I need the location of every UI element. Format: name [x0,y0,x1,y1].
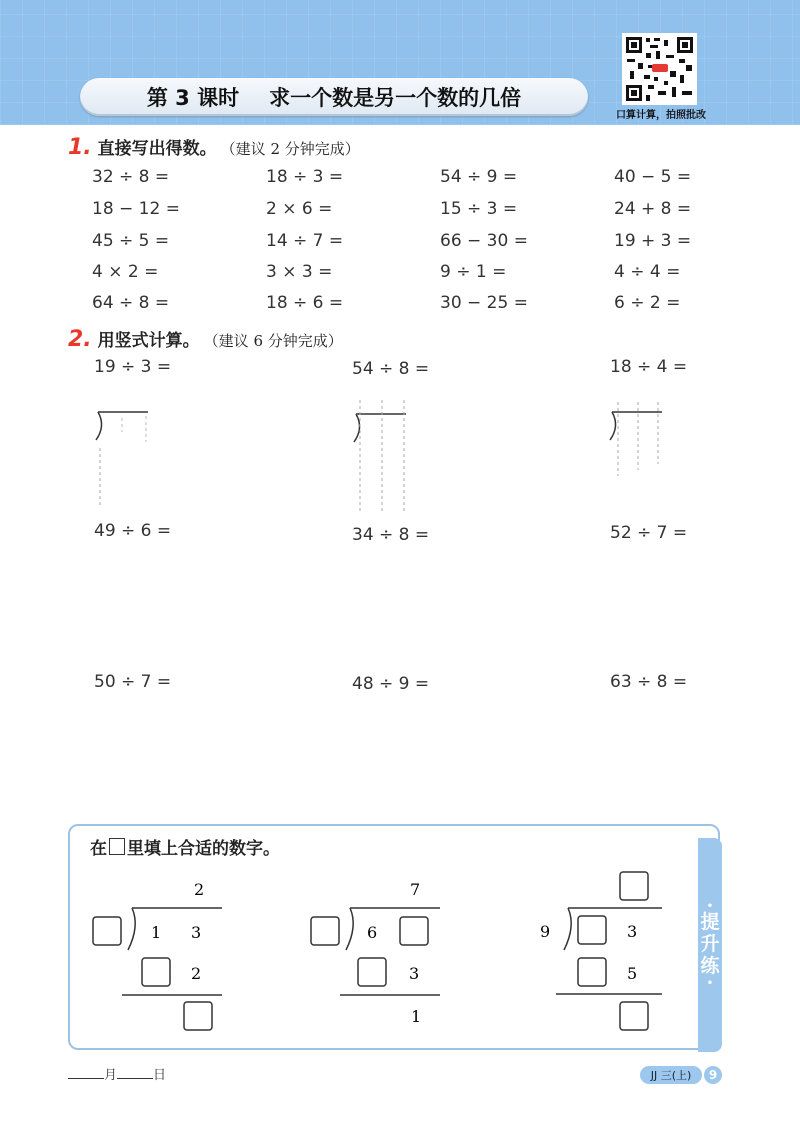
side-tab-char: 升 [700,933,720,956]
quotient-digit: 2 [194,880,205,899]
equation: 40 − 5 = [614,167,692,187]
month-blank[interactable] [68,1068,104,1079]
product-digit: 5 [627,964,638,983]
equation: 4 × 2 = [92,262,159,282]
equation: 2 × 6 = [266,199,333,219]
answer-box[interactable] [311,917,339,945]
practice-title-after: 里填上合适的数字。 [127,839,280,859]
edition-tag: JJ 三(上) [640,1066,702,1084]
equation: 34 ÷ 8 = [352,525,430,545]
equation: 54 ÷ 9 = [440,167,518,187]
equation: 15 ÷ 3 = [440,199,518,219]
day-blank[interactable] [117,1068,153,1079]
equation: 64 ÷ 8 = [92,293,170,313]
answer-box[interactable] [578,916,606,944]
equation: 19 + 3 = [614,231,692,251]
division-puzzle-2 [306,874,456,1040]
answer-box[interactable] [620,872,648,900]
question-number: 1. [68,135,92,160]
question-1-heading [68,134,360,160]
division-puzzle-1 [88,874,238,1040]
equation: 18 ÷ 3 = [266,167,344,187]
side-tab-char: 练 [700,954,720,977]
divisor-digit: 9 [540,922,551,941]
division-puzzle-3 [538,866,688,1040]
answer-box[interactable] [93,917,121,945]
equation: 45 ÷ 5 = [92,231,170,251]
side-tab [698,838,722,1052]
equation: 6 ÷ 2 = [614,293,681,313]
equation: 24 + 8 = [614,199,692,219]
product-digit: 3 [409,964,420,983]
answer-box[interactable] [184,1002,212,1030]
dividend-digit: 3 [191,923,202,942]
equation: 19 ÷ 3 = [94,357,172,377]
day-label: 日 [153,1068,167,1083]
qr-code[interactable] [622,33,697,105]
side-tab-char: 提 [700,911,720,934]
answer-box[interactable] [620,1002,648,1030]
equation: 18 ÷ 4 = [610,357,688,377]
date-field [68,1064,166,1083]
long-division-scaffold [90,402,160,512]
equation: 4 ÷ 4 = [614,262,681,282]
equation: 54 ÷ 8 = [352,359,430,379]
product-digit: 2 [191,964,202,983]
equation: 52 ÷ 7 = [610,523,688,543]
answer-box[interactable] [142,958,170,986]
answer-box[interactable] [400,917,428,945]
equation: 66 − 30 = [440,231,528,251]
long-division-scaffold [350,400,420,515]
equation: 14 ÷ 7 = [266,231,344,251]
equation: 18 − 12 = [92,199,180,219]
question-text: 用竖式计算。 [97,331,200,351]
practice-title-before: 在 [90,839,107,859]
lesson-title: 求一个数是另一个数的几倍 [269,86,522,110]
remainder-digit: 1 [411,1007,422,1026]
side-tab-dot: • [706,977,714,989]
equation: 49 ÷ 6 = [94,521,172,541]
qr-code-icon [624,35,695,103]
lesson-label: 第 3 课时 [146,86,240,110]
page-number: 9 [704,1066,722,1084]
question-number: 2. [68,327,92,352]
equation: 48 ÷ 9 = [352,674,430,694]
long-division-scaffold [606,400,676,480]
equation: 30 − 25 = [440,293,528,313]
side-tab-dot: • [706,900,714,912]
equation: 32 ÷ 8 = [92,167,170,187]
answer-box[interactable] [358,958,386,986]
blank-box-icon [109,838,125,855]
dividend-digit: 1 [151,923,162,942]
equation: 9 ÷ 1 = [440,262,507,282]
dividend-digit: 6 [367,923,378,942]
qr-caption: 口算计算，拍照批改 [616,110,706,121]
question-text: 直接写出得数。 [97,139,217,159]
question-note: （建议 2 分钟完成） [220,140,360,158]
equation: 50 ÷ 7 = [94,672,172,692]
answer-box[interactable] [578,958,606,986]
question-note: （建议 6 分钟完成） [203,332,343,350]
month-label: 月 [104,1068,118,1083]
practice-instructions [90,834,280,859]
quotient-digit: 7 [410,880,421,899]
page-title [80,78,588,116]
equation: 18 ÷ 6 = [266,293,344,313]
equation: 63 ÷ 8 = [610,672,688,692]
dividend-digit: 3 [627,922,638,941]
equation: 3 × 3 = [266,262,333,282]
question-2-heading [68,326,343,352]
